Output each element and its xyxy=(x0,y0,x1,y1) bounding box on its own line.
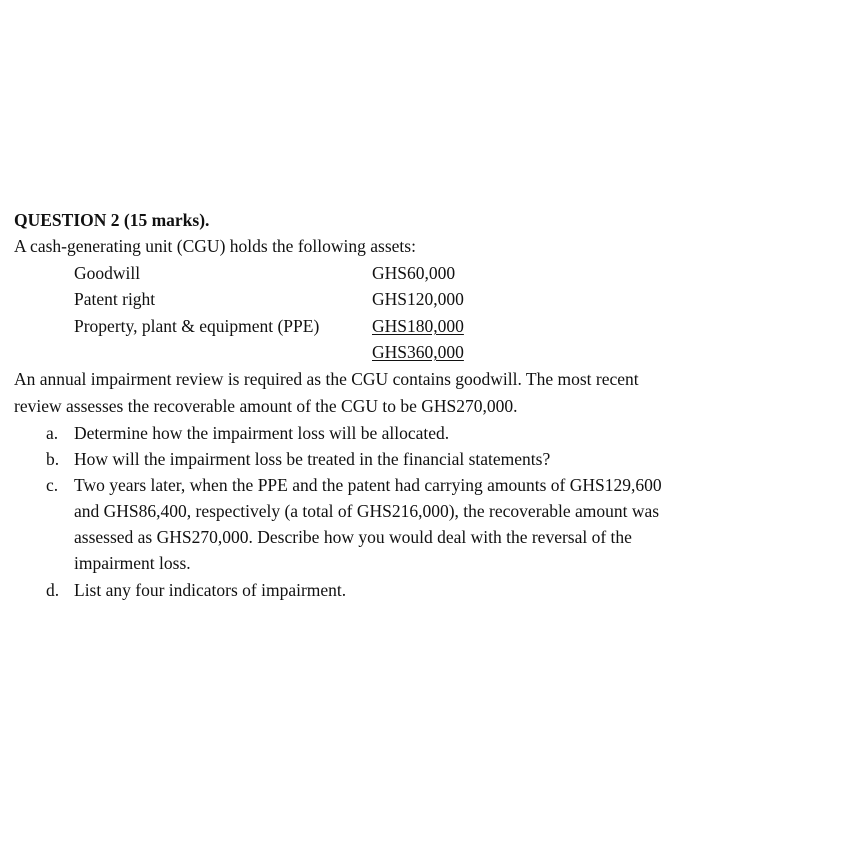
paragraph-line-2: review assesses the recoverable amount of the CGU to be GHS270,000. xyxy=(14,396,518,416)
item-c-text-line-1: Two years later, when the PPE and the patent had carrying amounts of GHS129,600 xyxy=(74,475,662,495)
asset-amount-ppe: GHS180,000 xyxy=(372,316,464,336)
asset-name-goodwill: Goodwill xyxy=(74,263,141,283)
intro-text: A cash-generating unit (CGU) holds the following assets: xyxy=(14,236,416,256)
question-title: QUESTION 2 (15 marks). xyxy=(14,210,210,230)
asset-name-ppe: Property, plant & equipment (PPE) xyxy=(74,316,320,336)
item-a-letter: a. xyxy=(46,423,59,443)
item-d-letter: d. xyxy=(46,580,60,600)
asset-name-patent: Patent right xyxy=(74,289,156,309)
item-c-text-line-4: impairment loss. xyxy=(74,553,191,573)
item-c-letter: c. xyxy=(46,475,59,495)
item-b-text: How will the impairment loss be treated in the financial statements? xyxy=(74,449,551,469)
asset-amount-patent: GHS120,000 xyxy=(372,289,464,309)
asset-total: GHS360,000 xyxy=(372,342,464,362)
item-d-text: List any four indicators of impairment. xyxy=(74,580,347,600)
item-c-text-line-3: assessed as GHS270,000. Describe how you would deal with the reversal of the xyxy=(74,527,632,547)
item-b-letter: b. xyxy=(46,449,60,469)
paragraph-line-1: An annual impairment review is required as the CGU contains goodwill. The most recent xyxy=(14,369,639,389)
item-c-text-line-2: and GHS86,400, respectively (a total of GHS216,000), the recoverable amount was xyxy=(74,501,660,521)
item-a-text: Determine how the impairment loss will be allocated. xyxy=(74,423,450,443)
asset-amount-goodwill: GHS60,000 xyxy=(372,263,456,283)
